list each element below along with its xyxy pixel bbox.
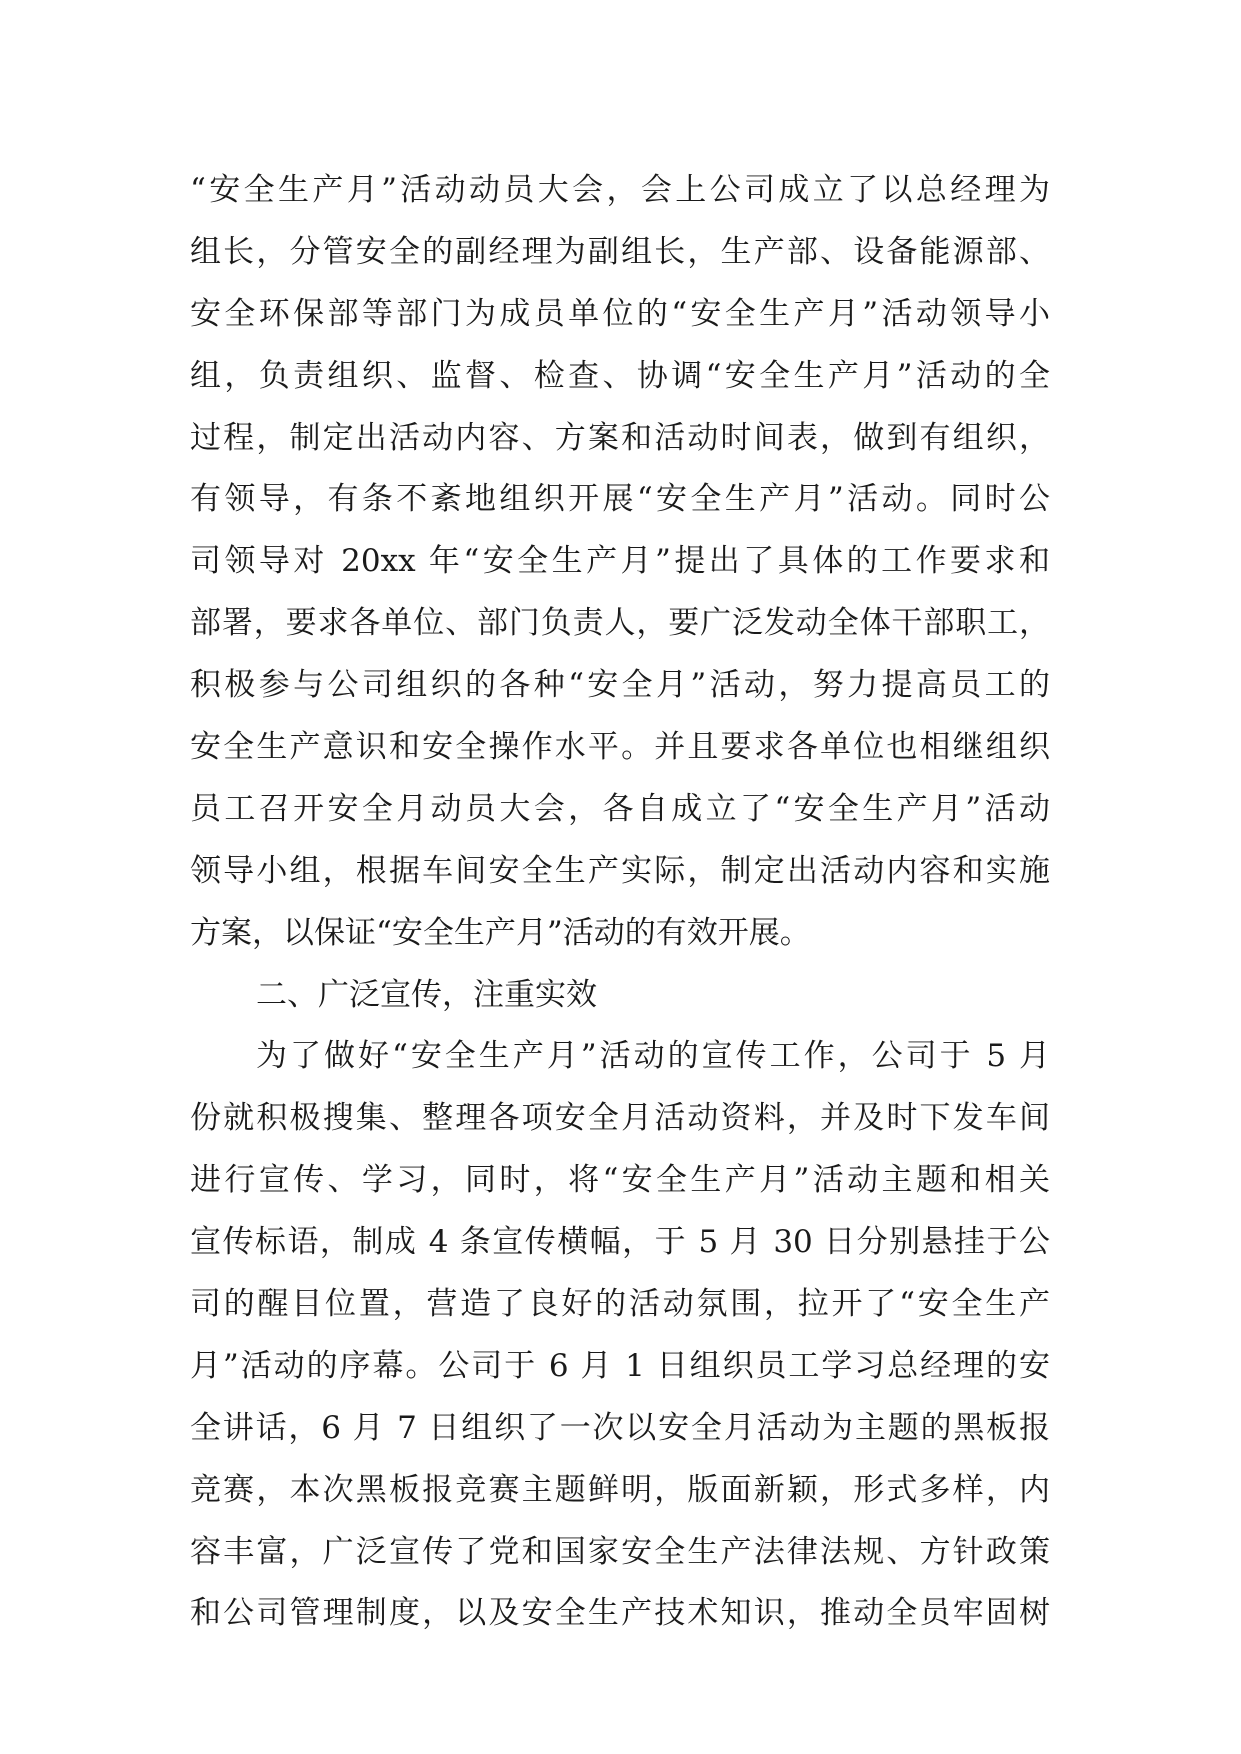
text-line: 份就积极搜集、整理各项安全月活动资料，并及时下发车间 — [190, 1100, 1050, 1137]
text-line: 月”活动的序幕。公司于 6 月 1 日组织员工学习总经理的安 — [190, 1347, 1050, 1384]
text-line: 领导小组，根据车间安全生产实际，制定出活动内容和实施 — [190, 852, 1050, 889]
text-line: 宣传标语，制成 4 条宣传横幅，于 5 月 30 日分别悬挂于公 — [190, 1224, 1050, 1261]
text-line: 安全生产意识和安全操作水平。并且要求各单位也相继组织 — [190, 729, 1050, 766]
text-line: 司领导对 20xx 年“安全生产月”提出了具体的工作要求和 — [190, 543, 1050, 580]
text-line: 安全环保部等部门为成员单位的“安全生产月”活动领导小 — [190, 295, 1050, 332]
text-line: “安全生产月”活动动员大会，会上公司成立了以总经理为 — [190, 172, 1050, 208]
text-line: 员工召开安全月动员大会，各自成立了“安全生产月”活动 — [190, 790, 1050, 827]
document-body — [190, 160, 1050, 1645]
text-line: 部署，要求各单位、部门负责人，要广泛发动全体干部职工， — [190, 605, 1050, 642]
text-line: 组，负责组织、监督、检查、协调“安全生产月”活动的全 — [190, 357, 1050, 394]
text-line: 进行宣传、学习，同时，将“安全生产月”活动主题和相关 — [190, 1162, 1050, 1199]
text-line: 过程，制定出活动内容、方案和活动时间表，做到有组织， — [190, 419, 1050, 456]
text-line: 和公司管理制度，以及安全生产技术知识，推动全员牢固树 — [190, 1595, 1050, 1632]
text-line: 积极参与公司组织的各种“安全月”活动，努力提高员工的 — [190, 667, 1050, 704]
paragraph-first-line: 为了做好“安全生产月”活动的宣传工作，公司于 5 月 — [256, 1038, 1050, 1075]
text-line: 司的醒目位置，营造了良好的活动氛围，拉开了“安全生产 — [190, 1286, 1050, 1323]
text-line: 全讲话，6 月 7 日组织了一次以安全月活动为主题的黑板报 — [190, 1409, 1050, 1446]
text-line: 组长，分管安全的副经理为副组长，生产部、设备能源部、 — [190, 233, 1050, 270]
paragraph-end-line: 方案，以保证“安全生产月”活动的有效开展。 — [190, 914, 811, 951]
text-line: 竞赛，本次黑板报竞赛主题鲜明，版面新颖，形式多样，内 — [190, 1471, 1050, 1508]
section-heading: 二、广泛宣传，注重实效 — [256, 976, 597, 1013]
text-line: 容丰富，广泛宣传了党和国家安全生产法律法规、方针政策 — [190, 1533, 1050, 1570]
text-line: 有领导，有条不紊地组织开展“安全生产月”活动。同时公 — [190, 481, 1050, 518]
